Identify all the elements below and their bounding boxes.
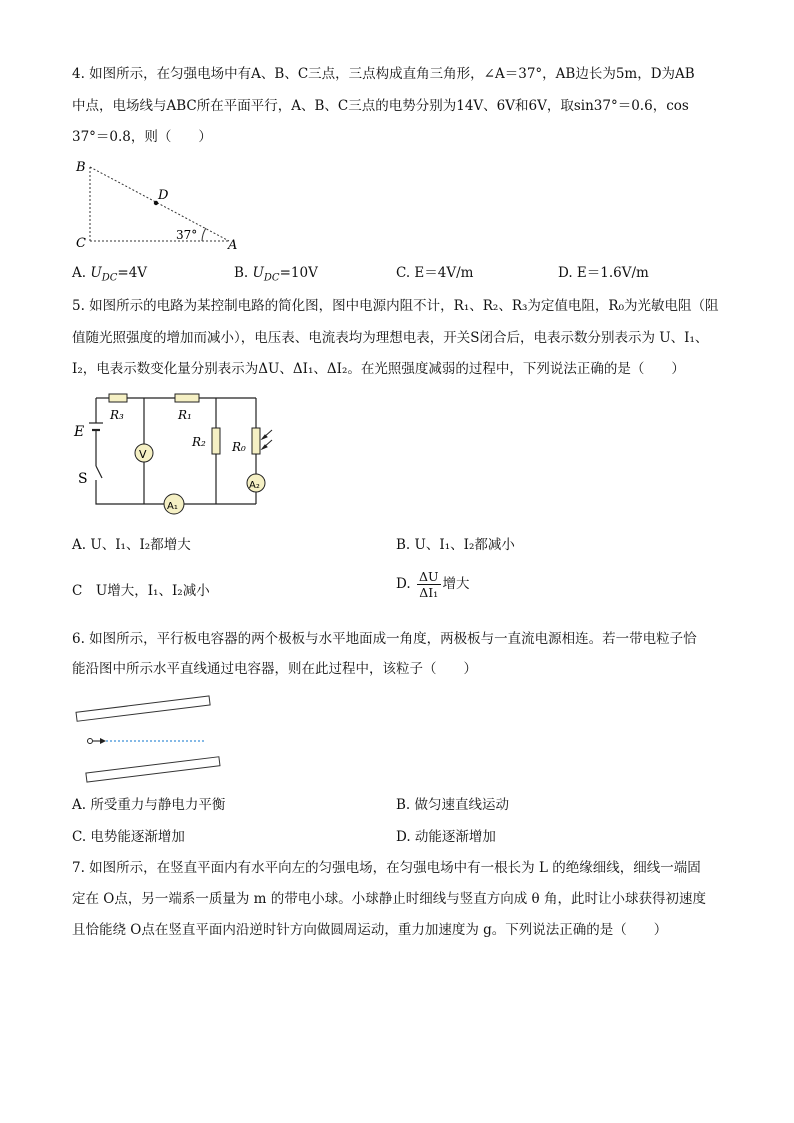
r0-photoresistor (252, 428, 260, 454)
q4-text-line1: 4. 如图所示，在匀强电场中有A、B、C三点，三点构成直角三角形，∠A＝37°，AB边长为5m，D为AB (72, 66, 695, 82)
q6-text-line2: 能沿图中所示水平直线通过电容器，则在此过程中，该粒子（ ） (72, 661, 477, 677)
label-r1: R₁ (178, 408, 192, 422)
q4-text-line2: 中点，电场线与ABC所在平面平行，A、B、C三点的电势分别为14V、6V和6V，取sin37°＝0.6，cos (72, 98, 689, 114)
light-arrows-icon (262, 430, 272, 449)
upper-plate (76, 696, 210, 721)
option-b-symbol: U (252, 265, 264, 281)
angle-label: 37° (176, 228, 198, 242)
q4-text-line3: 37°＝0.8，则（ ） (72, 129, 212, 145)
label-a2: A₂ (249, 480, 260, 491)
label-r3: R₃ (110, 408, 124, 422)
option-b-value: =10V (279, 265, 318, 281)
label-d: D (158, 188, 169, 203)
q7-text-line3: 且恰能绕 O点在竖直平面内沿逆时针方向做圆周运动，重力加速度为 g。下列说法正确的是（ ） (72, 922, 668, 938)
q7-text-line2: 定在 O点，另一端系一质量为 m 的带电小球。小球静止时细线与竖直方向成 θ 角，此时让小球获得初速度 (72, 891, 706, 907)
label-r2: R₂ (192, 435, 206, 449)
option-b-prefix: B. (234, 265, 249, 281)
particle (88, 739, 93, 744)
q5-text-line1: 5. 如图所示的电路为某控制电路的简化图，图中电源内阻不计，R₁、R₂、R₃为定值电阻，R₀为光敏电阻（阻 (72, 298, 719, 314)
label-e: E (74, 424, 85, 440)
q5-option-b[interactable]: B. U、I₁、I₂都减小 (396, 537, 515, 553)
q4-option-b[interactable] (234, 263, 318, 289)
q6-text-line1: 6. 如图所示，平行板电容器的两个极板与水平地面成一角度，两极板与一直流电源相连。若一带电粒子恰 (72, 631, 697, 647)
option-a-symbol: U (90, 265, 102, 281)
label-c: C (76, 236, 86, 251)
q4-triangle-figure (72, 155, 252, 255)
fraction-denominator: ΔI₁ (419, 585, 439, 600)
q4-option-c[interactable]: C. E＝4V/m (396, 265, 474, 281)
angle-arc (202, 228, 206, 241)
option-d-suffix: 增大 (442, 576, 470, 592)
r2-resistor (212, 428, 220, 454)
label-a1: A₁ (167, 501, 178, 512)
side-ab (90, 167, 229, 241)
label-s: S (78, 471, 88, 487)
q7-text-line1: 7. 如图所示，在竖直平面内有水平向左的匀强电场，在匀强电场中有一根长为 L 的绝缘细线，细线一端固 (72, 860, 701, 876)
q6-capacitor-figure (72, 690, 232, 786)
lower-plate (86, 757, 220, 782)
q5-option-d[interactable] (396, 569, 470, 600)
r3-resistor (109, 394, 127, 402)
r1-resistor (175, 394, 199, 402)
q4-option-d[interactable]: D. E＝1.6V/m (558, 265, 649, 281)
q5-option-c[interactable]: C U增大，I₁、I₂减小 (72, 583, 210, 599)
option-a-prefix: A. (72, 265, 87, 281)
label-v: V (139, 448, 147, 461)
arrowhead-icon (100, 738, 106, 744)
q5-text-line3: I₂，电表示数变化量分别表示为ΔU、ΔI₁、ΔI₂。在光照强度减弱的过程中，下列说法正确的是（ ） (72, 361, 685, 377)
fraction-numerator: ΔU (418, 569, 439, 584)
option-b-subscript: DC (263, 272, 280, 284)
q5-text-line2: 值随光照强度的增加而减小），电压表、电流表均为理想电表，开关S闭合后，电表示数分别表示为 U、I₁、 (72, 330, 709, 346)
q6-option-a[interactable]: A. 所受重力与静电力平衡 (72, 797, 226, 813)
option-a-subscript: DC (101, 272, 118, 284)
q6-option-c[interactable]: C. 电势能逐渐增加 (72, 829, 185, 845)
q6-option-b[interactable]: B. 做匀速直线运动 (396, 797, 510, 813)
option-d-prefix: D. (396, 576, 411, 592)
q6-option-d[interactable]: D. 动能逐渐增加 (396, 829, 496, 845)
q4-option-a[interactable] (72, 263, 147, 289)
delta-fraction (417, 569, 441, 600)
label-b: B (76, 160, 86, 175)
q5-option-a[interactable]: A. U、I₁、I₂都增大 (72, 537, 191, 553)
q5-circuit-figure (72, 388, 282, 520)
option-a-value: =4V (117, 265, 148, 281)
label-a: A (228, 238, 238, 253)
label-r0: R₀ (232, 440, 246, 454)
